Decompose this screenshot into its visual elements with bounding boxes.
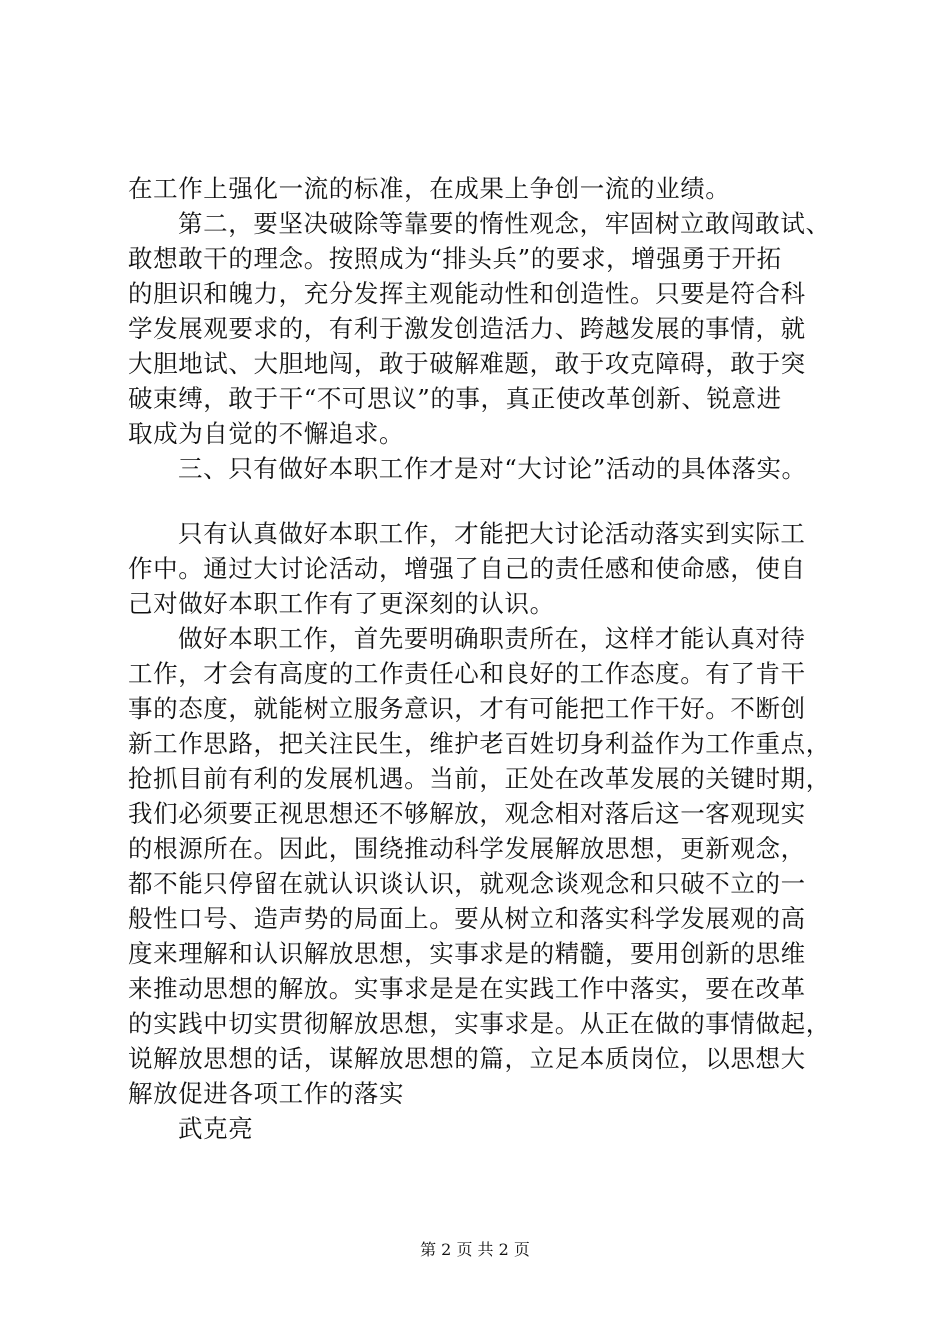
text-line: 做好本职工作，首先要明确职责所在，这样才能认真对待 bbox=[178, 624, 806, 653]
author-name: 武克亮 bbox=[178, 1114, 254, 1143]
text-line: 抢抓目前有利的发展机遇。当前，正处在改革发展的关键时期， bbox=[128, 764, 831, 793]
text-line: 事的态度，就能树立服务意识，才有可能把工作干好。不断创 bbox=[128, 694, 806, 723]
section-heading: 三、只有做好本职工作才是对“大讨论”活动的具体落实。 bbox=[178, 454, 807, 483]
text-line: 新工作思路，把关注民生，维护老百姓切身利益作为工作重点， bbox=[128, 729, 831, 758]
text-line: 都不能只停留在就认识谈认识，就观念谈观念和只破不立的一 bbox=[128, 869, 806, 898]
page-number-footer: 第 2 页 共 2 页 bbox=[420, 1240, 530, 1259]
text-line: 己对做好本职工作有了更深刻的认识。 bbox=[128, 589, 555, 618]
text-line: 取成为自觉的不懈追求。 bbox=[128, 419, 405, 448]
text-line: 工作，才会有高度的工作责任心和良好的工作态度。有了肯干 bbox=[128, 659, 806, 688]
text-line: 我们必须要正视思想还不够解放，观念相对落后这一客观现实 bbox=[128, 799, 806, 828]
text-line: 说解放思想的话，谋解放思想的篇，立足本质岗位，以思想大 bbox=[128, 1044, 806, 1073]
text-line: 第二，要坚决破除等靠要的惰性观念，牢固树立敢闯敢试、 bbox=[178, 209, 831, 238]
text-line: 破束缚，敢于干“不可思议”的事，真正使改革创新、锐意进 bbox=[128, 384, 782, 413]
text-line: 敢想敢干的理念。按照成为“排头兵”的要求，增强勇于开拓 bbox=[128, 244, 782, 273]
text-line: 度来理解和认识解放思想，实事求是的精髓，要用创新的思维 bbox=[128, 939, 806, 968]
text-line: 只有认真做好本职工作，才能把大讨论活动落实到实际工 bbox=[178, 519, 806, 548]
text-line: 大胆地试、大胆地闯，敢于破解难题，敢于攻克障碍，敢于突 bbox=[128, 349, 806, 378]
text-line: 的根源所在。因此，围绕推动科学发展解放思想，更新观念， bbox=[128, 834, 806, 863]
text-line: 来推动思想的解放。实事求是是在实践工作中落实，要在改革 bbox=[128, 974, 806, 1003]
text-line: 学发展观要求的，有利于激发创造活力、跨越发展的事情，就 bbox=[128, 314, 806, 343]
text-line: 的实践中切实贯彻解放思想，实事求是。从正在做的事情做起， bbox=[128, 1009, 831, 1038]
text-line: 解放促进各项工作的落实 bbox=[128, 1079, 405, 1108]
text-line: 般性口号、造声势的局面上。要从树立和落实科学发展观的高 bbox=[128, 904, 806, 933]
text-line: 作中。通过大讨论活动，增强了自己的责任感和使命感，使自 bbox=[128, 554, 806, 583]
text-line: 在工作上强化一流的标准，在成果上争创一流的业绩。 bbox=[128, 174, 731, 203]
text-line: 的胆识和魄力，充分发挥主观能动性和创造性。只要是符合科 bbox=[128, 279, 806, 308]
